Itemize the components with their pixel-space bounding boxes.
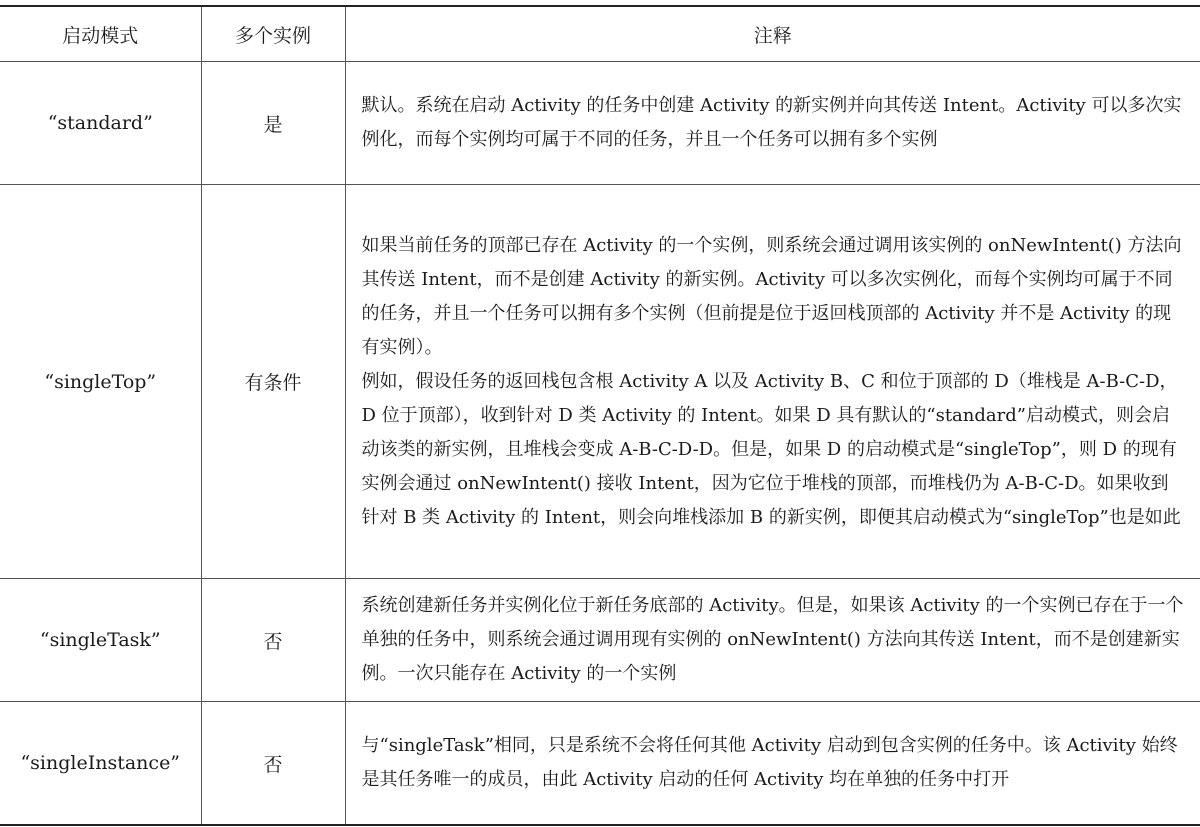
note-paragraph: 与“singleTask”相同，只是系统不会将任何其他 Activity 启动到包含实例的任务中。该 Activity 始终是其任务唯一的成员，由此 Activity 启动的任何 Activity 均在单独的任务中打开 — [361, 735, 1178, 790]
note-paragraph: 如果当前任务的顶部已存在 Activity 的一个实例，则系统会通过调用该实例的 onNewIntent() 方法向其传送 Intent，而不是创建 Activity 的新实例。Activity 可以多次实例化，而每个实例均可属于不同的任务，并且一个任务可以拥有多个实例（但前提是位于返回栈顶部的 Activity 并不是 Activity 的现有实例）。 — [361, 234, 1182, 358]
table-row — [0, 185, 1200, 579]
header-launch-mode: 启动模式 — [0, 6, 201, 62]
note-paragraph: 默认。系统在启动 Activity 的任务中创建 Activity 的新实例并向其传送 Intent。Activity 可以多次实例化，而每个实例均可属于不同的任务，并且一个任务可以拥有多个实例 — [361, 95, 1182, 150]
header-notes: 注释 — [345, 6, 1200, 62]
multiple-instances-cell: 否 — [201, 702, 345, 826]
multiple-instances-cell: 是 — [201, 62, 345, 185]
table-row — [0, 62, 1200, 185]
launch-mode-cell: “singleInstance” — [0, 702, 201, 826]
header-multiple-instances: 多个实例 — [201, 6, 345, 62]
launch-mode-cell: “singleTop” — [0, 185, 201, 579]
table-header-row — [0, 6, 1200, 62]
launch-mode-table — [0, 5, 1200, 826]
note-paragraph: 例如，假设任务的返回栈包含根 Activity A 以及 Activity B、C 和位于顶部的 D（堆栈是 A-B-C-D，D 位于顶部），收到针对 D 类 Activity 的 Intent。如果 D 具有默认的“standard”启动模式，则会启动该类的新实例，且堆栈会变成 A-B-C-D-D。但是，如果 D 的启动模式是“singleTop”，则 D 的现有实例会通过 onNewIntent() 接收 Intent，因为它位于堆栈的顶部，而堆栈仍为 A-B-C-D。如果收到针对 B 类 Activity 的 Intent，则会向堆栈添加 B 的新实例，即便其启动模式为“singleTop”也是如此 — [361, 370, 1181, 528]
multiple-instances-cell: 有条件 — [201, 185, 345, 579]
multiple-instances-cell: 否 — [201, 579, 345, 702]
table-row — [0, 702, 1200, 826]
launch-mode-cell: “standard” — [0, 62, 201, 185]
note-cell — [345, 702, 1200, 826]
table-row — [0, 579, 1200, 702]
note-cell — [345, 579, 1200, 702]
launch-mode-cell: “singleTask” — [0, 579, 201, 702]
note-cell — [345, 62, 1200, 185]
note-paragraph: 系统创建新任务并实例化位于新任务底部的 Activity。但是，如果该 Activity 的一个实例已存在于一个单独的任务中，则系统会通过调用现有实例的 onNewIntent() 方法向其传送 Intent，而不是创建新实例。一次只能存在 Activity 的一个实例 — [361, 595, 1184, 684]
note-cell — [345, 185, 1200, 579]
